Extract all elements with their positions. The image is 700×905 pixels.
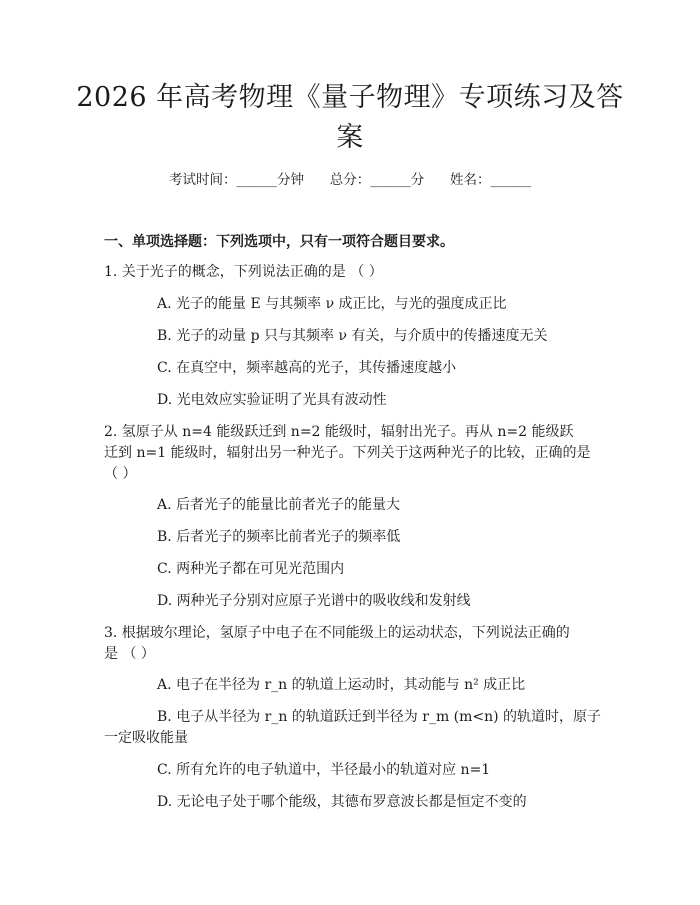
- question-1-option-a: A. 光子的能量 E 与其频率 ν 成正比，与光的强度成正比: [157, 296, 507, 312]
- question-3-stem-line-2: 是 （ ）: [104, 646, 155, 662]
- question-3-stem-line-1: 3. 根据玻尔理论，氢原子中电子在不同能级上的运动状态，下列说法正确的: [104, 625, 570, 641]
- question-1-option-d: D. 光电效应实验证明了光具有波动性: [157, 392, 387, 408]
- question-3-option-d: D. 无论电子处于哪个能级，其德布罗意波长都是恒定不变的: [157, 794, 527, 810]
- question-1-option-b: B. 光子的动量 p 只与其频率 ν 有关，与介质中的传播速度无关: [157, 328, 548, 344]
- title-line-2: 案: [336, 122, 364, 153]
- title-line-1: 2026 年高考物理《量子物理》专项练习及答: [76, 82, 624, 113]
- exam-info-line: 考试时间：______分钟 总分：______分 姓名：______: [169, 172, 531, 188]
- question-1-stem: 1. 关于光子的概念，下列说法正确的是 （ ）: [104, 264, 383, 280]
- question-2-stem-line-1: 2. 氢原子从 n=4 能级跃迁到 n=2 能级时，辐射出光子。再从 n=2 能级跃: [104, 424, 574, 440]
- section-heading: 一、单项选择题：下列选项中，只有一项符合题目要求。: [104, 234, 454, 250]
- question-2-option-d: D. 两种光子分别对应原子光谱中的吸收线和发射线: [157, 593, 471, 609]
- question-2-option-b: B. 后者光子的频率比前者光子的频率低: [157, 529, 401, 545]
- question-2-option-a: A. 后者光子的能量比前者光子的能量大: [157, 497, 401, 513]
- question-2-stem-line-2: 迁到 n=1 能级时，辐射出另一种光子。下列关于这两种光子的比较，正确的是: [104, 445, 591, 461]
- question-3-option-b-line-1: B. 电子从半径为 r_n 的轨道跃迁到半径为 r_m (m<n) 的轨道时，原子: [157, 709, 602, 725]
- question-3-option-a: A. 电子在半径为 r_n 的轨道上运动时，其动能与 n² 成正比: [157, 677, 526, 693]
- question-1-option-c: C. 在真空中，频率越高的光子，其传播速度越小: [157, 360, 457, 376]
- page-title: [60, 78, 640, 158]
- question-3-option-b-line-2: 一定吸收能量: [104, 730, 188, 746]
- question-2-option-c: C. 两种光子都在可见光范围内: [157, 561, 345, 577]
- question-2-stem-line-3: （ ）: [104, 466, 137, 482]
- question-3-option-c: C. 所有允许的电子轨道中，半径最小的轨道对应 n=1: [157, 762, 491, 778]
